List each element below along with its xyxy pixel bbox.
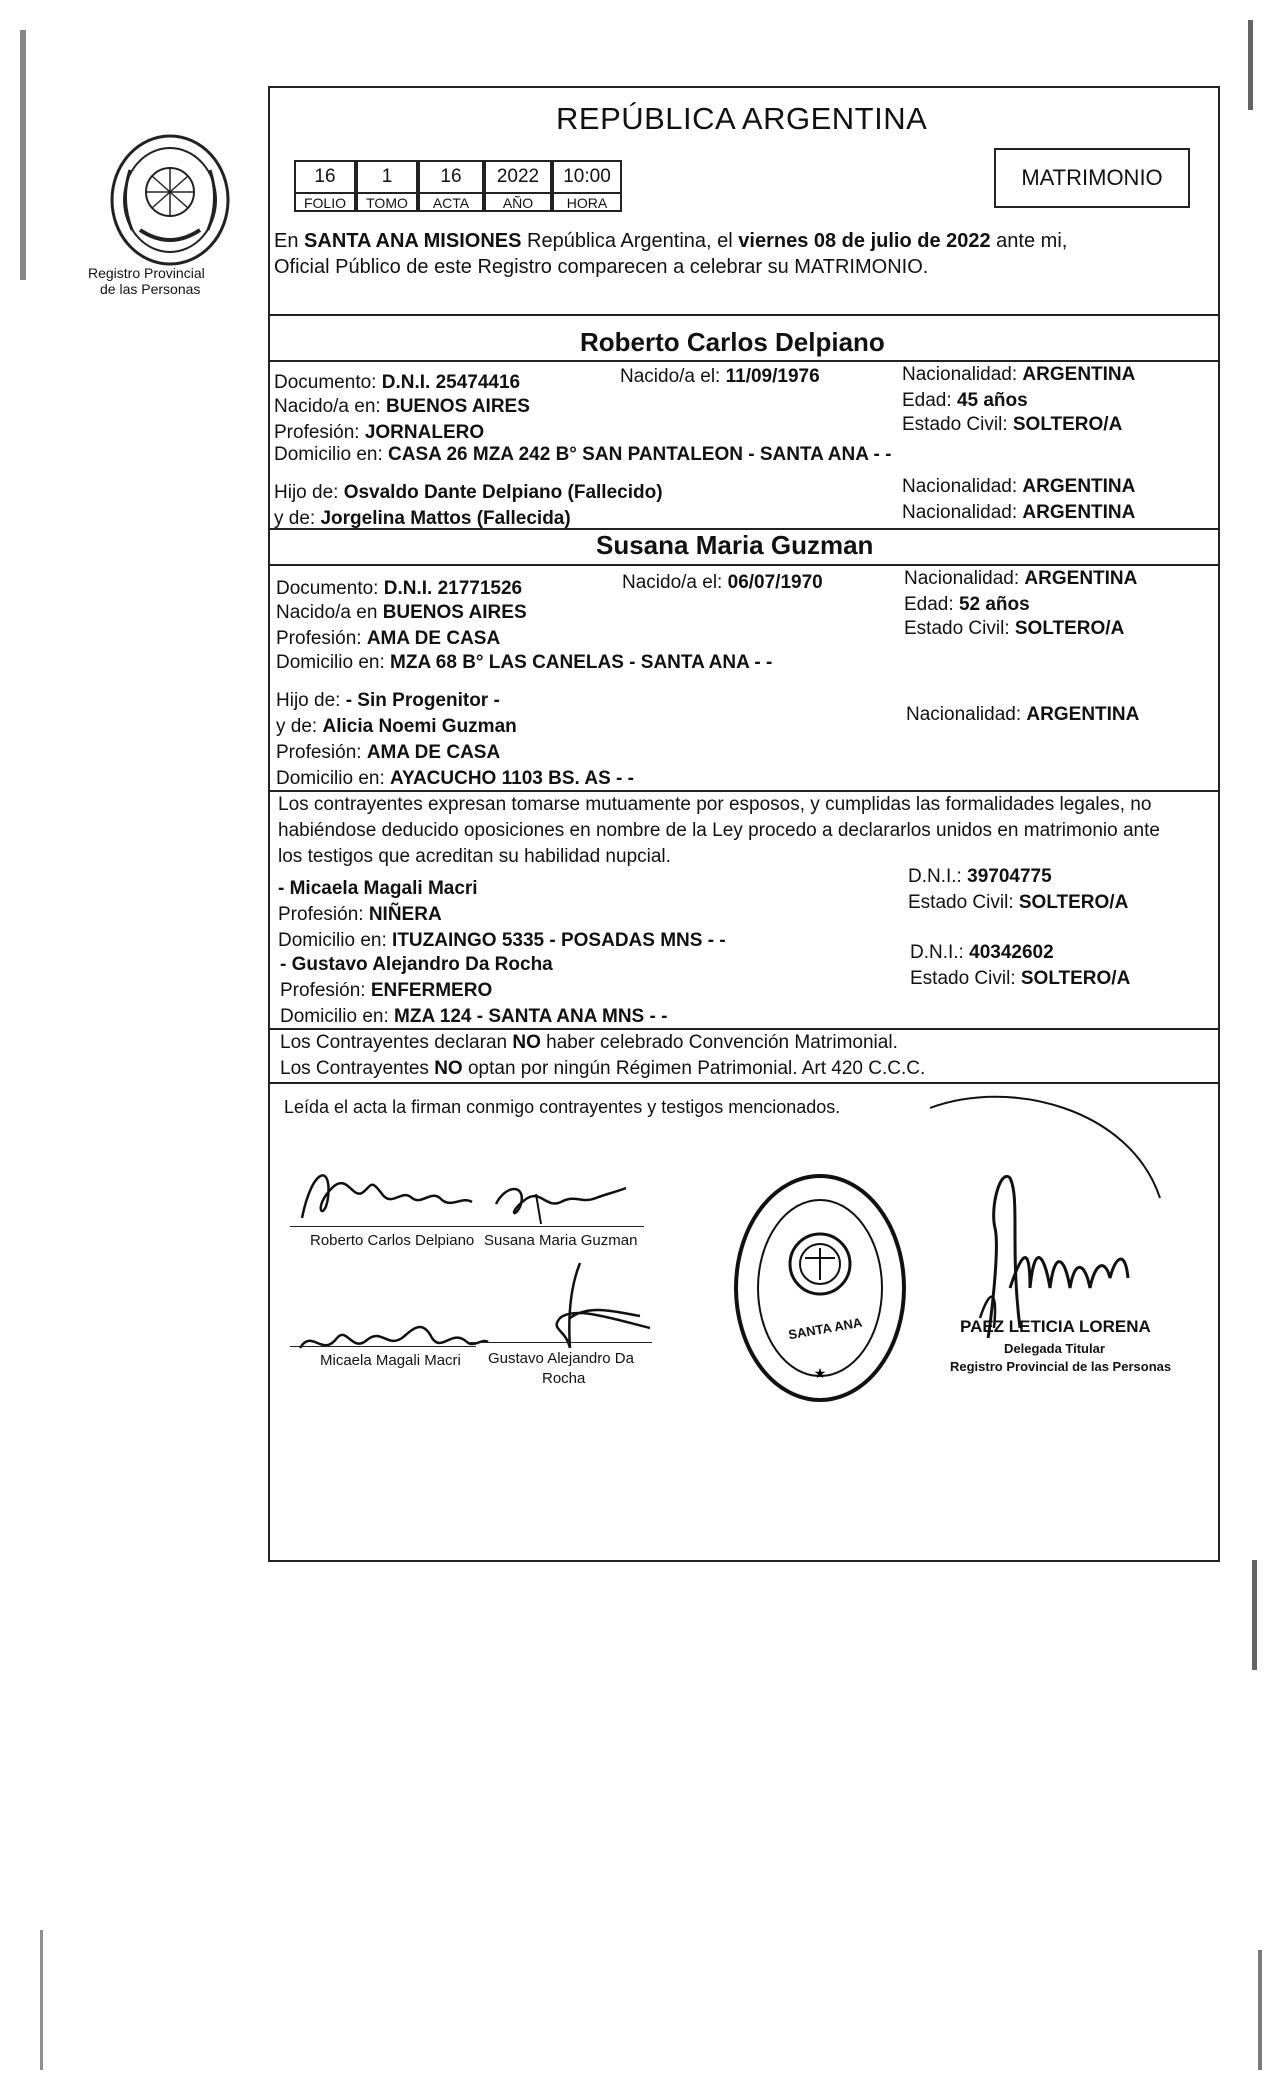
spouse2-age: Edad: 52 años <box>904 594 1030 615</box>
intro-line-2: Oficial Público de este Registro comparecen a celebrar su MATRIMONIO. <box>274 256 929 278</box>
spouse1-mother: y de: Jorgelina Mattos (Fallecida) <box>274 508 571 529</box>
hour-value: 10:00 <box>552 160 622 194</box>
spouse2-mother-nationality: Nacionalidad: ARGENTINA <box>906 704 1140 725</box>
year-value: 2022 <box>484 160 552 194</box>
spouse2-mother-profession: Profesión: AMA DE CASA <box>276 742 501 763</box>
acta-value: 16 <box>418 160 484 194</box>
acta-label: ACTA <box>418 194 484 212</box>
spouse1-document: Documento: D.N.I. 25474416 <box>274 372 521 393</box>
spouse2-address: Domicilio en: MZA 68 B° LAS CANELAS - SANTA ANA - - <box>276 652 773 673</box>
spouse1-father-nationality: Nacionalidad: ARGENTINA <box>902 476 1136 497</box>
signature-2-name: Susana Maria Guzman <box>484 1232 638 1249</box>
svg-text:★: ★ <box>813 1366 827 1382</box>
witness1-address: Domicilio en: ITUZAINGO 5335 - POSADAS MNS - - <box>278 930 726 951</box>
spouse2-born: Nacido/a el: 06/07/1970 <box>622 572 823 593</box>
act-document <box>268 86 1220 1562</box>
witness1-dni: D.N.I.: 39704775 <box>908 866 1052 887</box>
witness1-civil: Estado Civil: SOLTERO/A <box>908 892 1129 913</box>
shield-icon <box>100 130 240 270</box>
signature-3-name: Micaela Magali Macri <box>320 1352 461 1369</box>
spouse2-mother-address: Domicilio en: AYACUCHO 1103 BS. AS - - <box>276 768 634 789</box>
spouse2-document: Documento: D.N.I. 21771526 <box>276 578 523 599</box>
tomo-value: 1 <box>356 160 418 194</box>
scan-edge-right-3 <box>1258 1950 1262 2070</box>
registry-label-1: Registro Provincial <box>88 265 205 281</box>
witness1-profession: Profesión: NIÑERA <box>278 904 442 925</box>
signature-4-name-2: Rocha <box>542 1370 586 1387</box>
convention-line-1: Los Contrayentes declaran NO haber celebrado Convención Matrimonial. <box>280 1032 898 1053</box>
spouse1-civil: Estado Civil: SOLTERO/A <box>902 414 1123 435</box>
spouse2-civil: Estado Civil: SOLTERO/A <box>904 618 1125 639</box>
seal-inner-text: SANTA ANA <box>787 1314 864 1343</box>
registry-label-2: de las Personas <box>100 281 201 297</box>
folio-label: FOLIO <box>294 194 356 212</box>
spouse1-name: Roberto Carlos Delpiano <box>580 327 885 357</box>
hour-label: HORA <box>552 194 622 212</box>
officer-role: Delegada Titular <box>1004 1341 1105 1356</box>
registry-emblem <box>100 130 240 270</box>
spouse1-address: Domicilio en: CASA 26 MZA 242 B° SAN PANTALEON - SANTA ANA - - <box>274 444 892 465</box>
signature-4-name-1: Gustavo Alejandro Da <box>488 1350 634 1367</box>
spouse1-father: Hijo de: Osvaldo Dante Delpiano (Fallecido) <box>274 482 663 503</box>
witness2-address: Domicilio en: MZA 124 - SANTA ANA MNS - - <box>280 1006 668 1027</box>
folio-value: 16 <box>294 160 356 194</box>
spouse2-father: Hijo de: - Sin Progenitor - <box>276 690 500 711</box>
spouse1-profession: Profesión: JORNALERO <box>274 422 485 443</box>
signature-4-scrawl <box>510 1258 660 1358</box>
spouse1-age: Edad: 45 años <box>902 390 1028 411</box>
spouse2-mother: y de: Alicia Noemi Guzman <box>276 716 517 737</box>
scan-edge-left <box>20 30 26 280</box>
witness1-name: - Micaela Magali Macri <box>278 878 478 899</box>
signature-2-scrawl <box>466 1174 636 1234</box>
intro-line-1: En SANTA ANA MISIONES República Argentina, el viernes 08 de julio de 2022 ante mi, <box>274 230 1068 252</box>
spouse2-name: Susana Maria Guzman <box>596 530 874 560</box>
scan-edge-right-2 <box>1252 1560 1257 1670</box>
scan-edge-left-2 <box>40 1930 43 2070</box>
officer-office: Registro Provincial de las Personas <box>950 1359 1172 1374</box>
tomo-label: TOMO <box>356 194 418 212</box>
convention-line-2: Los Contrayentes NO optan por ningún Régimen Patrimonial. Art 420 C.C.C. <box>280 1058 926 1079</box>
officer-name: PAEZ LETICIA LORENA <box>960 1317 1151 1336</box>
declaration-line-3: los testigos que acreditan su habilidad nupcial. <box>278 846 671 867</box>
closing-text: Leída el acta la firman conmigo contrayentes y testigos mencionados. <box>284 1097 841 1117</box>
spouse2-profession: Profesión: AMA DE CASA <box>276 628 501 649</box>
spouse1-mother-nationality: Nacionalidad: ARGENTINA <box>902 502 1136 523</box>
signature-1-name: Roberto Carlos Delpiano <box>310 1232 475 1249</box>
spouse1-born: Nacido/a el: 11/09/1976 <box>620 366 820 387</box>
witness2-dni: D.N.I.: 40342602 <box>910 942 1054 963</box>
witness2-civil: Estado Civil: SOLTERO/A <box>910 968 1131 989</box>
spouse1-birthplace: Nacido/a en: BUENOS AIRES <box>274 396 530 417</box>
spouse2-nationality: Nacionalidad: ARGENTINA <box>904 568 1138 589</box>
country-title: REPÚBLICA ARGENTINA <box>556 101 928 136</box>
year-label: AÑO <box>484 194 552 212</box>
witness2-profession: Profesión: ENFERMERO <box>280 980 493 1001</box>
declaration-line-2: habiéndose deducido oposiciones en nombre de la Ley procedo a declararlos unidos en matrimonio ante <box>278 820 1160 841</box>
spouse2-birthplace: Nacido/a en BUENOS AIRES <box>276 602 527 623</box>
declaration-line-1: Los contrayentes expresan tomarse mutuamente por esposos, y cumplidas las formalidades legales, no <box>278 794 1152 815</box>
act-type-box: MATRIMONIO <box>994 148 1190 208</box>
signature-1-scrawl <box>292 1158 482 1228</box>
spouse1-nationality: Nacionalidad: ARGENTINA <box>902 364 1136 385</box>
scan-edge-right <box>1248 20 1253 110</box>
witness2-name: - Gustavo Alejandro Da Rocha <box>280 954 553 975</box>
